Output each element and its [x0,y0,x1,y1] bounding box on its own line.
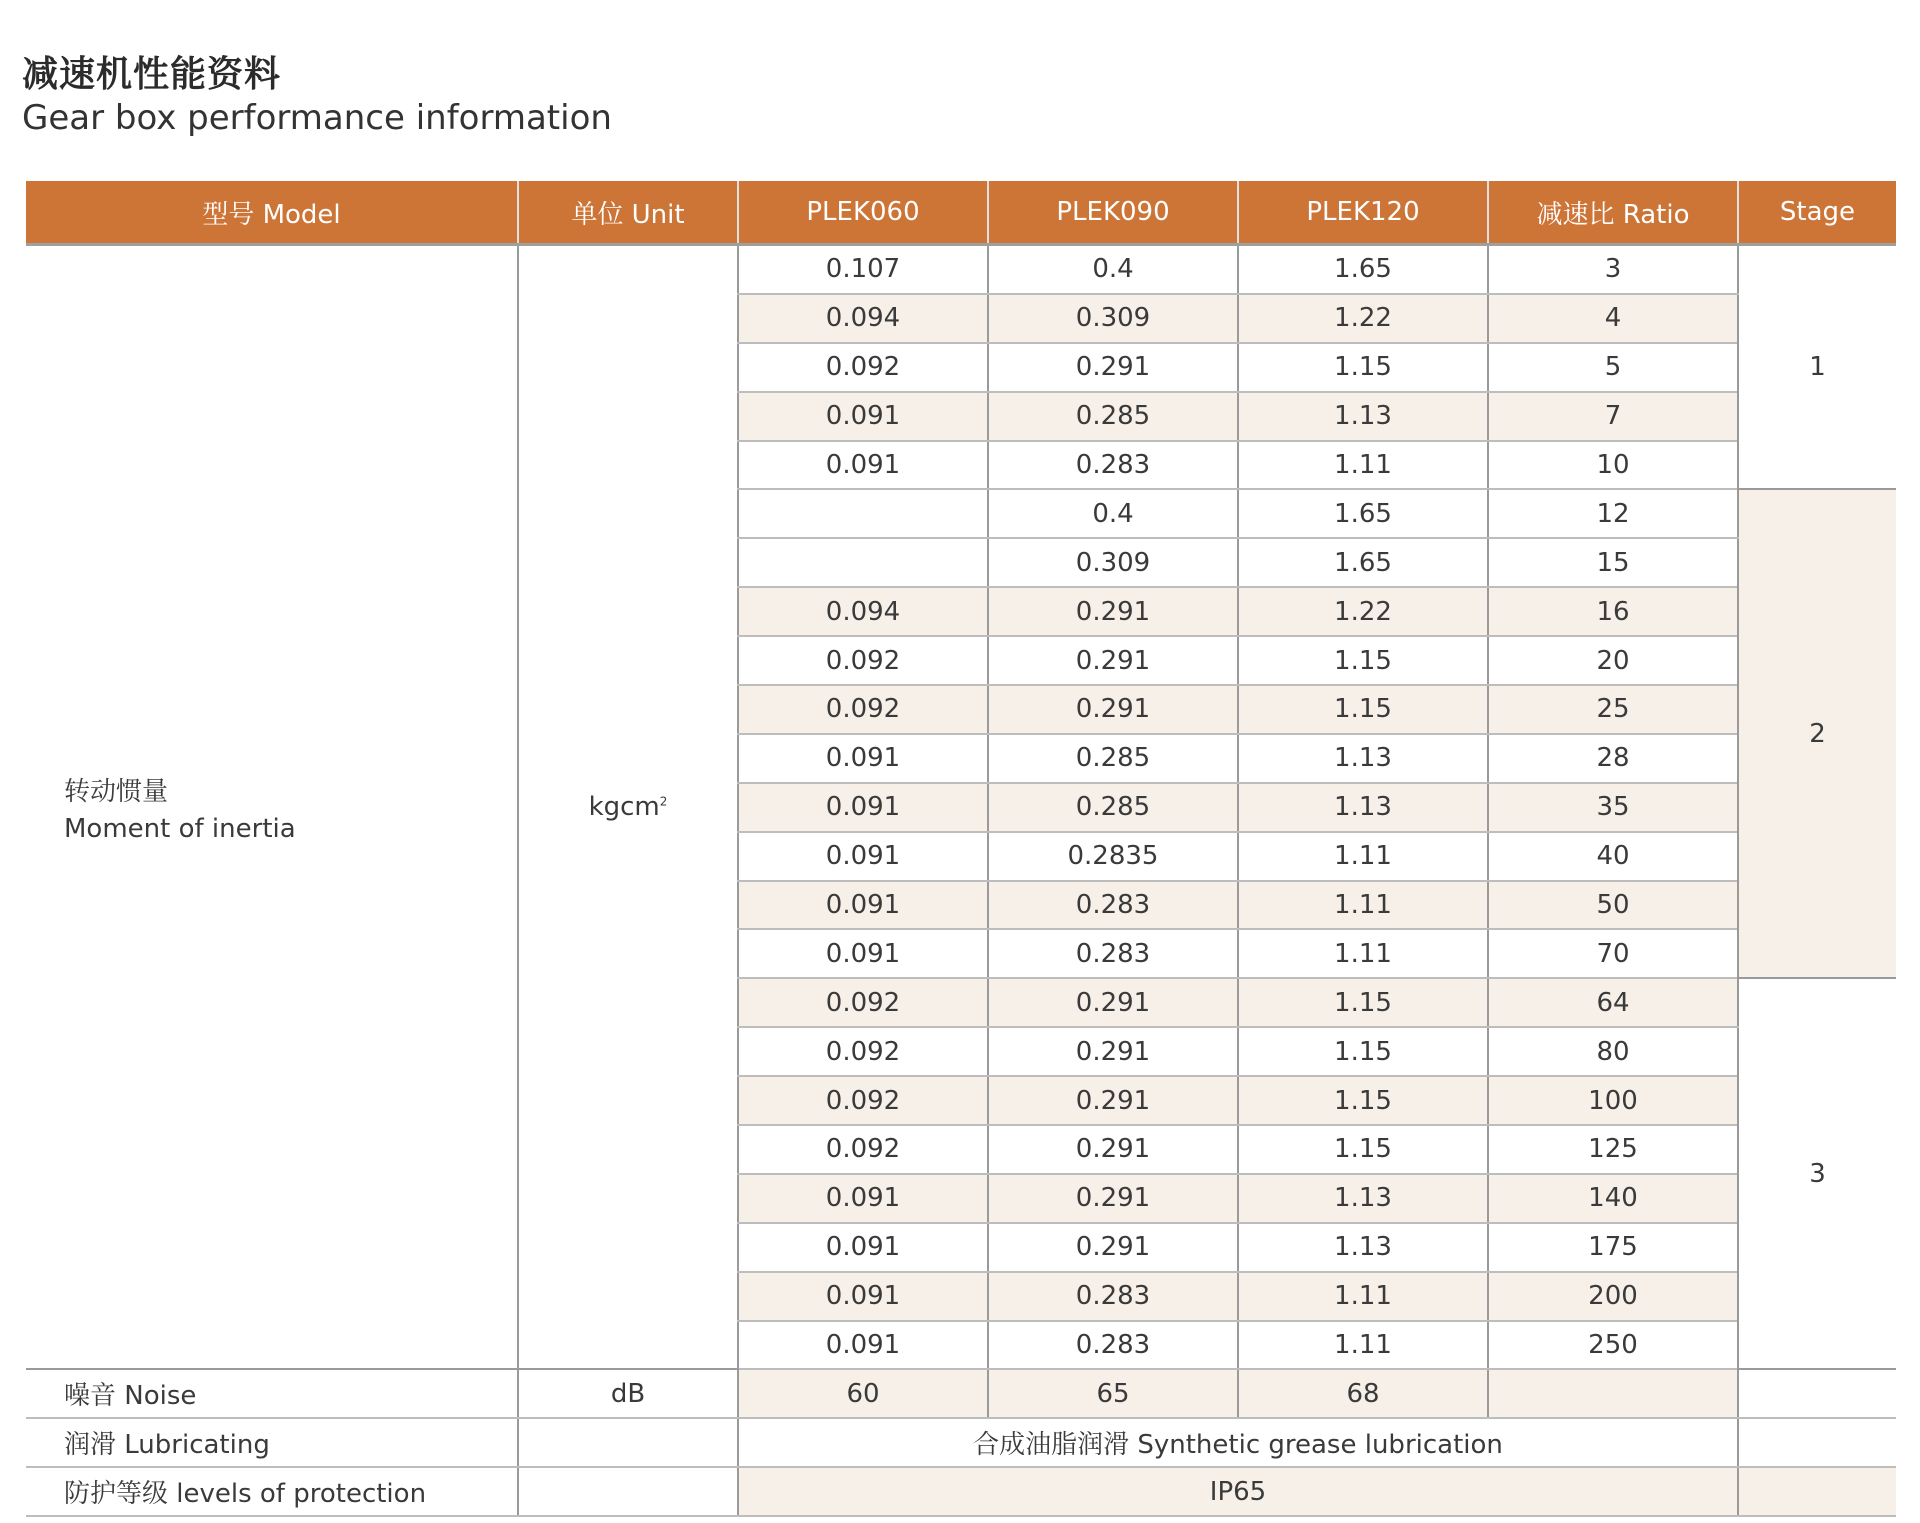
plek090-value: 0.285 [988,392,1238,441]
plek060-value: 0.092 [738,685,988,734]
table-header-row [26,181,1896,245]
plek060-value: 0.092 [738,636,988,685]
plek060-value: 0.091 [738,881,988,930]
ratio-value: 20 [1488,636,1738,685]
plek090-value: 0.291 [988,1174,1238,1223]
noise-unit: dB [518,1369,738,1418]
plek120-value: 1.22 [1238,587,1488,636]
plek120-value: 1.15 [1238,1027,1488,1076]
plek120-value: 1.15 [1238,685,1488,734]
plek120-value: 1.65 [1238,245,1488,294]
header-plek120: PLEK120 [1238,181,1488,245]
plek060-value: 0.094 [738,587,988,636]
inertia-unit-exponent: 2 [659,794,668,809]
plek060-value: 0.092 [738,978,988,1027]
plek060-value [738,538,988,587]
plek090-value: 0.283 [988,929,1238,978]
ratio-value: 16 [1488,587,1738,636]
lubricating-row [26,1418,1896,1467]
plek090-value: 0.291 [988,685,1238,734]
ratio-value: 10 [1488,441,1738,490]
plek120-value: 1.65 [1238,538,1488,587]
stage-value: 3 [1738,978,1896,1369]
plek090-value: 0.4 [988,489,1238,538]
plek060-value: 0.094 [738,294,988,343]
ratio-value: 125 [1488,1125,1738,1174]
plek090-value: 0.4 [988,245,1238,294]
plek090-value: 0.283 [988,1321,1238,1370]
ratio-value: 64 [1488,978,1738,1027]
ratio-value: 35 [1488,783,1738,832]
ratio-value: 3 [1488,245,1738,294]
ratio-value: 175 [1488,1223,1738,1272]
plek060-value: 0.092 [738,1076,988,1125]
plek090-value: 0.2835 [988,832,1238,881]
plek060-value: 0.092 [738,1125,988,1174]
plek060-value: 0.091 [738,1223,988,1272]
plek120-value: 1.11 [1238,1272,1488,1321]
noise-plek060: 60 [738,1369,988,1418]
plek060-value: 0.091 [738,1174,988,1223]
header-plek090: PLEK090 [988,181,1238,245]
plek120-value: 1.11 [1238,1321,1488,1370]
ratio-value: 140 [1488,1174,1738,1223]
plek060-value: 0.091 [738,734,988,783]
ratio-value: 250 [1488,1321,1738,1370]
noise-plek120: 68 [1238,1369,1488,1418]
plek120-value: 1.13 [1238,783,1488,832]
plek120-value: 1.11 [1238,929,1488,978]
plek090-value: 0.291 [988,978,1238,1027]
plek120-value: 1.22 [1238,294,1488,343]
plek060-value: 0.091 [738,392,988,441]
inertia-label-en: Moment of inertia [64,813,296,844]
noise-label: 噪音 Noise [26,1369,518,1418]
plek120-value: 1.15 [1238,343,1488,392]
plek120-value: 1.15 [1238,978,1488,1027]
ratio-value: 70 [1488,929,1738,978]
ratio-value: 50 [1488,881,1738,930]
plek090-value: 0.285 [988,783,1238,832]
protection-label: 防护等级 levels of protection [26,1467,518,1516]
plek090-value: 0.291 [988,587,1238,636]
page-subtitle: Gear box performance information [22,98,612,138]
protection-unit-empty [518,1467,738,1516]
inertia-unit-cell [518,245,738,1370]
table-row [26,245,1896,294]
ratio-value: 28 [1488,734,1738,783]
performance-table [26,181,1896,1517]
noise-ratio-empty [1488,1369,1738,1418]
plek120-value: 1.13 [1238,392,1488,441]
lubricating-value: 合成油脂润滑 Synthetic grease lubrication [738,1418,1738,1467]
header-ratio: 减速比 Ratio [1488,181,1738,245]
stage-value: 2 [1738,489,1896,978]
plek090-value: 0.283 [988,1272,1238,1321]
ratio-value: 80 [1488,1027,1738,1076]
plek120-value: 1.11 [1238,881,1488,930]
ratio-value: 12 [1488,489,1738,538]
noise-stage-empty [1738,1369,1896,1418]
plek120-value: 1.15 [1238,636,1488,685]
stage-value: 1 [1738,245,1896,490]
lubricating-label: 润滑 Lubricating [26,1418,518,1467]
plek090-value: 0.291 [988,636,1238,685]
plek120-value: 1.65 [1238,489,1488,538]
noise-row [26,1369,1896,1418]
lubricating-unit-empty [518,1418,738,1467]
protection-value: IP65 [738,1467,1738,1516]
plek090-value: 0.309 [988,294,1238,343]
ratio-value: 200 [1488,1272,1738,1321]
plek090-value: 0.291 [988,1125,1238,1174]
plek090-value: 0.291 [988,1223,1238,1272]
plek060-value: 0.092 [738,343,988,392]
protection-stage-empty [1738,1467,1896,1516]
plek060-value [738,489,988,538]
plek120-value: 1.13 [1238,1174,1488,1223]
plek060-value: 0.091 [738,929,988,978]
ratio-value: 4 [1488,294,1738,343]
lubricating-stage-empty [1738,1418,1896,1467]
header-model: 型号 Model [26,181,518,245]
header-stage: Stage [1738,181,1896,245]
plek090-value: 0.283 [988,441,1238,490]
ratio-value: 25 [1488,685,1738,734]
plek120-value: 1.13 [1238,1223,1488,1272]
inertia-label-zh: 转动惯量 [64,776,169,807]
plek060-value: 0.091 [738,1321,988,1370]
header-unit: 单位 Unit [518,181,738,245]
ratio-value: 100 [1488,1076,1738,1125]
protection-row [26,1467,1896,1516]
plek090-value: 0.309 [988,538,1238,587]
inertia-unit: kgcm [588,792,660,823]
plek060-value: 0.091 [738,832,988,881]
header-plek060: PLEK060 [738,181,988,245]
inertia-label-cell [26,245,518,1370]
plek060-value: 0.092 [738,1027,988,1076]
ratio-value: 7 [1488,392,1738,441]
ratio-value: 5 [1488,343,1738,392]
plek060-value: 0.091 [738,1272,988,1321]
plek120-value: 1.11 [1238,441,1488,490]
plek060-value: 0.091 [738,783,988,832]
plek120-value: 1.15 [1238,1125,1488,1174]
plek120-value: 1.15 [1238,1076,1488,1125]
plek090-value: 0.291 [988,343,1238,392]
plek120-value: 1.13 [1238,734,1488,783]
plek090-value: 0.285 [988,734,1238,783]
page-title: 减速机性能资料 [22,54,282,95]
plek090-value: 0.291 [988,1027,1238,1076]
noise-plek090: 65 [988,1369,1238,1418]
plek120-value: 1.11 [1238,832,1488,881]
plek090-value: 0.283 [988,881,1238,930]
plek060-value: 0.107 [738,245,988,294]
ratio-value: 15 [1488,538,1738,587]
plek090-value: 0.291 [988,1076,1238,1125]
plek060-value: 0.091 [738,441,988,490]
ratio-value: 40 [1488,832,1738,881]
